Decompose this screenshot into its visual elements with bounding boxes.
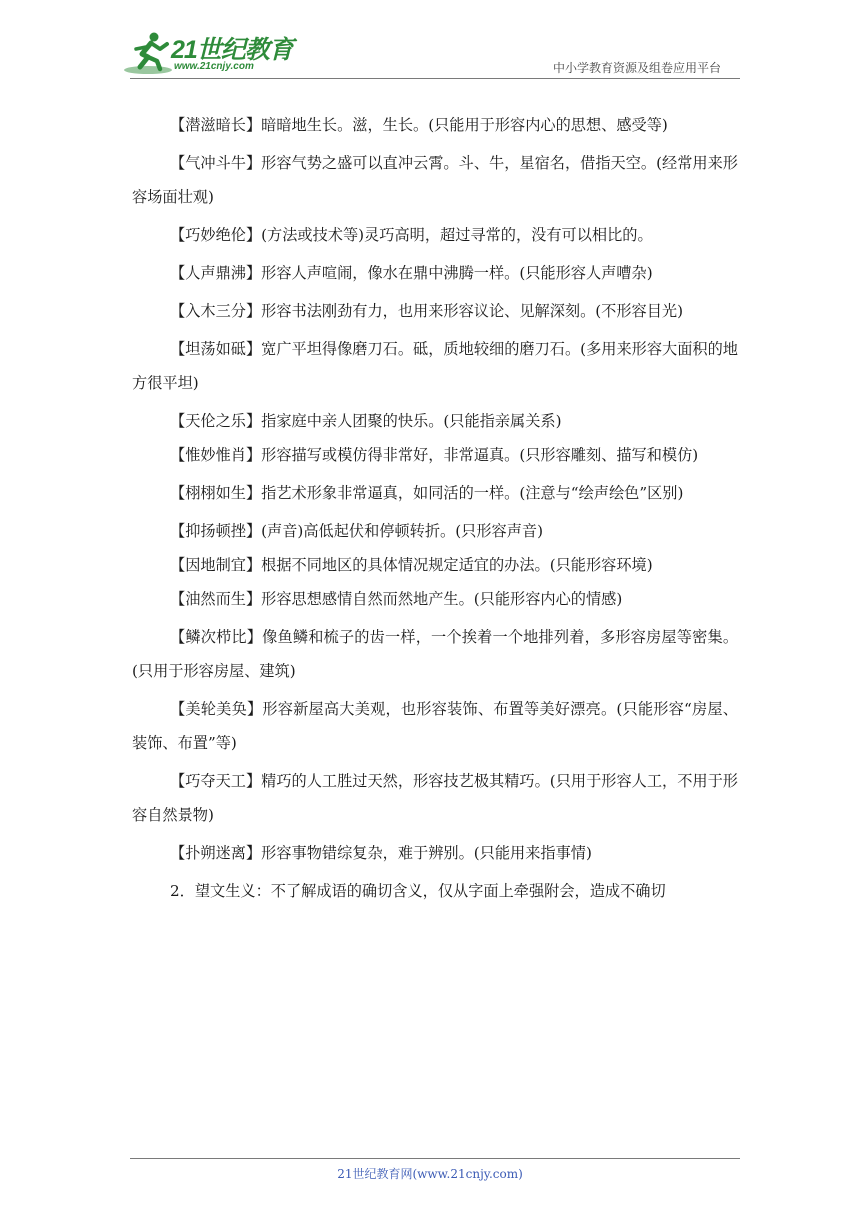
- section-item: 2．望文生义：不了解成语的确切含义，仅从字面上牵强附会，造成不确切: [170, 882, 666, 900]
- document-body: [132, 108, 738, 912]
- footer-divider: [130, 1158, 740, 1159]
- idiom-entry: 【油然而生】形容思想感情自然而然地产生。(只能形容内心的情感): [170, 590, 623, 608]
- idiom-entry: 【入木三分】形容书法刚劲有力，也用来形容议论、见解深刻。(不形容目光): [170, 302, 684, 320]
- footer-link[interactable]: 21世纪教育网(www.21cnjy.com): [337, 1167, 523, 1181]
- idiom-entry: 【鳞次栉比】像鱼鳞和梳子的齿一样，一个挨着一个地排列着，多形容房屋等密集。(只用于形容房屋、建筑): [132, 628, 738, 680]
- site-logo[interactable]: [124, 30, 294, 78]
- idiom-entry: 【巧妙绝伦】(方法或技术等)灵巧高明，超过寻常的，没有可以相比的。: [170, 226, 653, 244]
- header-divider: [130, 78, 740, 79]
- idiom-entry: 【扑朔迷离】形容事物错综复杂，难于辨别。(只能用来指事情): [170, 844, 592, 862]
- idiom-entry: 【美轮美奂】形容新屋高大美观，也形容装饰、布置等美好漂亮。(只能形容“房屋、装饰、布置”等): [132, 700, 738, 752]
- idiom-entry: 【巧夺天工】精巧的人工胜过天然，形容技艺极其精巧。(只用于形容人工，不用于形容自然景物): [132, 772, 738, 824]
- idiom-entry: 【抑扬顿挫】(声音)高低起伏和停顿转折。(只形容声音): [170, 522, 544, 540]
- running-figure-icon: [124, 30, 172, 76]
- logo-title: 21世纪教育: [171, 36, 293, 64]
- idiom-entry: 【气冲斗牛】形容气势之盛可以直冲云霄。斗、牛，星宿名，借指天空。(经常用来形容场面壮观): [132, 154, 738, 206]
- idiom-entry: 【因地制宜】根据不同地区的具体情况规定适宜的办法。(只能形容环境): [170, 556, 653, 574]
- platform-name: 中小学教育资源及组卷应用平台: [552, 61, 721, 75]
- page-header: [0, 0, 860, 80]
- idiom-entry: 【坦荡如砥】宽广平坦得像磨刀石。砥，质地较细的磨刀石。(多用来形容大面积的地方很平坦): [132, 340, 738, 392]
- idiom-entry: 【天伦之乐】指家庭中亲人团聚的快乐。(只能指亲属关系): [170, 412, 562, 430]
- idiom-entry: 【潜滋暗长】暗暗地生长。滋，生长。(只能用于形容内心的思想、感受等): [170, 116, 668, 134]
- logo-url: www.21cnjy.com: [174, 61, 254, 72]
- idiom-entry: 【人声鼎沸】形容人声喧闹，像水在鼎中沸腾一样。(只能形容人声嘈杂): [170, 264, 653, 282]
- idiom-entry: 【惟妙惟肖】形容描写或模仿得非常好，非常逼真。(只形容雕刻、描写和模仿): [170, 446, 699, 464]
- idiom-entry: 【栩栩如生】指艺术形象非常逼真，如同活的一样。(注意与“绘声绘色”区别): [170, 484, 684, 502]
